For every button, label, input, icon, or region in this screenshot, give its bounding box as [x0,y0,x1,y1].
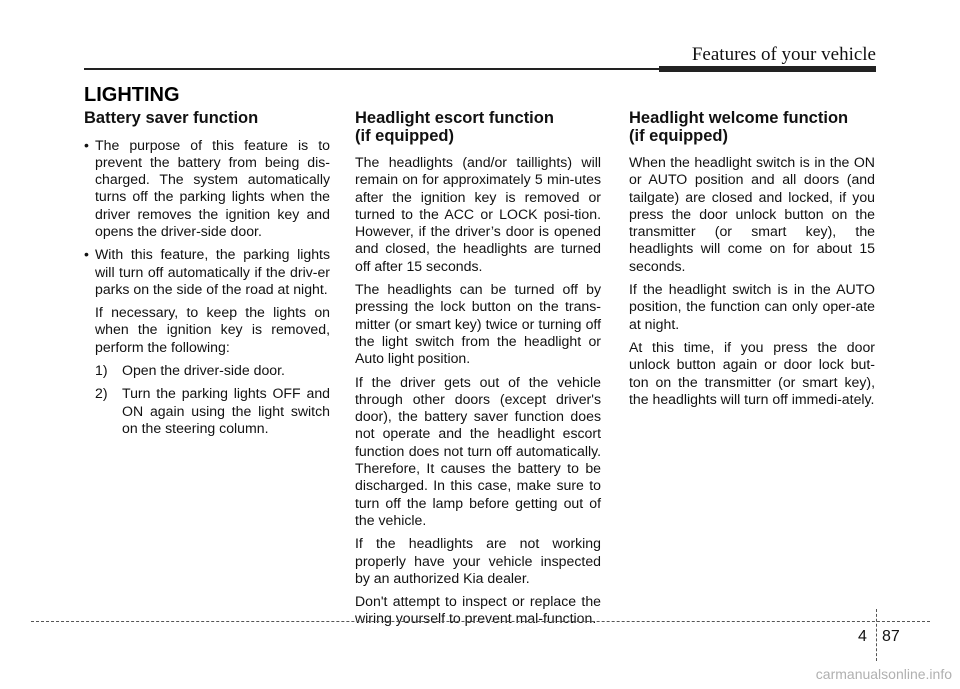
step-text: Turn the parking lights OFF and ON again using the light switch on the steering column. [122,385,330,436]
footer-page-divider [876,609,877,661]
bullet-icon: • [84,246,89,263]
headlight-escort-heading: Headlight escort function (if equipped) [355,109,554,145]
paragraph: The headlights (and/or taillights) will remain on for approximately 5 min-utes after the ignition key is removed or turned to the ACC or LOCK posi-tion. However, if the driver’s door is opened and closed, the headlights are turned off after 15 seconds. [355,154,601,274]
paragraph: The headlights can be turned off by pressing the lock button on the trans-mitter (or smart key) twice or turning off the light switch from the headlight or Auto light position. [355,281,601,367]
page-number: 87 [882,628,900,645]
step-number: 2) [95,385,108,402]
section-title: LIGHTING [84,84,180,106]
bullet-icon: • [84,136,89,153]
column-battery-saver [84,110,330,443]
paragraph: At this time, if you press the door unlock button again or door lock but-ton on the transmitter (or smart key), the headlights will turn off immedi-ately. [629,338,875,407]
column-headlight-welcome [629,110,875,414]
header-rule-accent [659,66,876,72]
note-paragraph: If necessary, to keep the lights on when the ignition key is removed, perform the following: [95,304,330,355]
step-item [95,362,330,379]
running-header: Features of your vehicle [691,44,876,65]
paragraph: If the headlight switch is in the AUTO position, the function can only oper-ate at night. [629,281,875,332]
battery-saver-heading: Battery saver function [84,109,259,127]
watermark: carmanualsonline.info [815,666,952,682]
paragraph: When the headlight switch is in the ON or AUTO position and all doors (and tailgate) are closed and locked, if you press the door unlock button on the transmitter (or smart key), the headlights will come on for about 15 seconds. [629,154,875,274]
step-text: Open the driver-side door. [122,362,285,379]
step-number: 1) [95,362,108,379]
bullet-text: The purpose of this feature is to prevent the battery from being dis-charged. The system automatically turns off the parking lights when the driver removes the ignition key and opens the driver-side door. [95,136,330,239]
paragraph: Don't attempt to inspect or replace the wiring yourself to prevent mal-function. [355,593,601,627]
column-headlight-escort [355,110,601,634]
paragraph: If the driver gets out of the vehicle through other doors (except driver's door), the battery saver function does not operate and the headlight escort function does not turn off automatically. Therefore, It causes the battery to be discharged. In this case, make sure to turn off the lamp before getting out of the vehicle. [355,373,601,528]
header-rule [84,68,659,70]
bullet-text: With this feature, the parking lights will turn off automatically if the driv-er parks on the side of the road at night. [95,246,330,297]
paragraph: If the headlights are not working properly have your vehicle inspected by an authorized Kia dealer. [355,535,601,586]
list-item [84,137,330,241]
chapter-number: 4 [858,628,867,645]
footer-dashed-rule [31,621,930,622]
list-item [84,246,330,298]
step-item [95,385,330,437]
headlight-welcome-heading: Headlight welcome function (if equipped) [629,109,849,145]
